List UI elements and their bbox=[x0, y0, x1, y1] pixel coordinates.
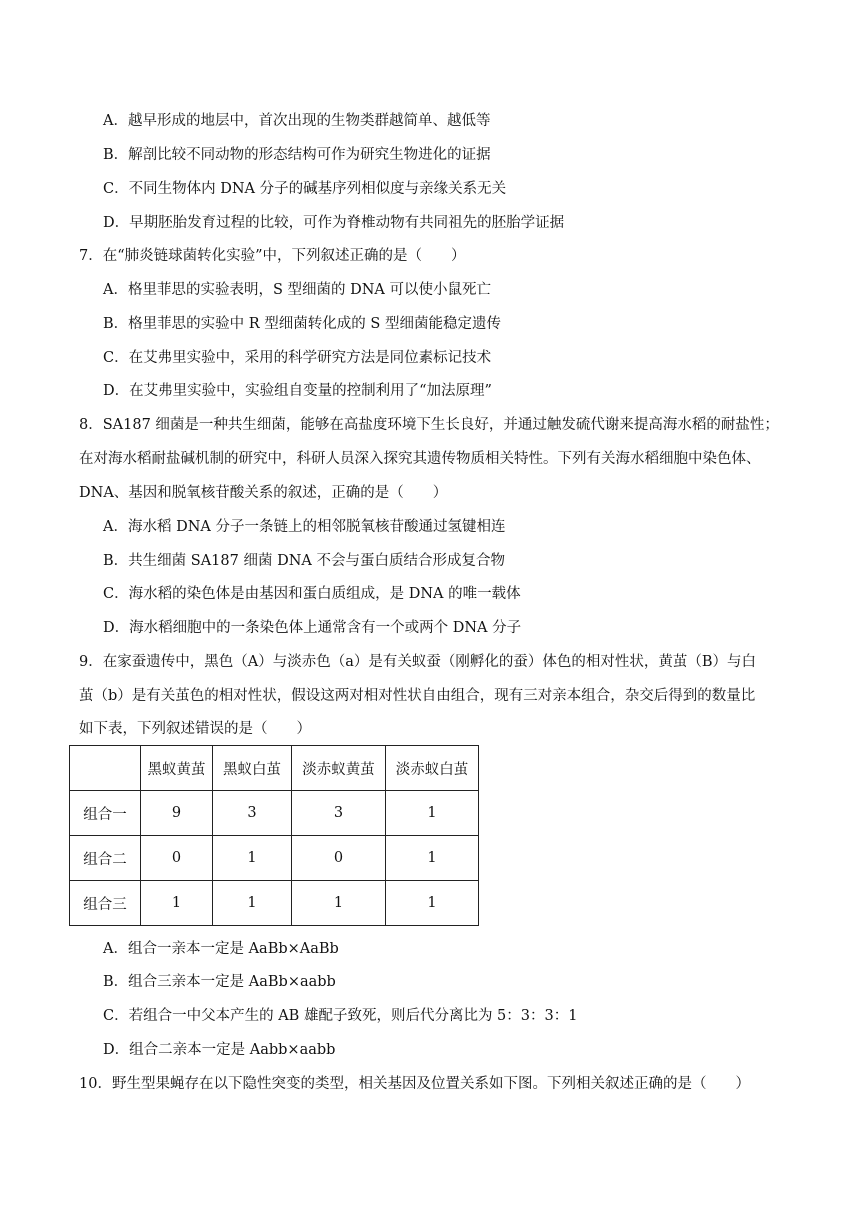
table-header-cell: 淡赤蚁黄茧 bbox=[292, 746, 386, 791]
table-cell: 1 bbox=[213, 836, 292, 881]
q8-option-b: B．共生细菌 SA187 细菌 DNA 不会与蛋白质结合形成复合物 bbox=[103, 553, 505, 569]
q6-option-d: D．早期胚胎发育过程的比较，可作为脊椎动物有共同祖先的胚胎学证据 bbox=[103, 215, 565, 231]
table-row-label: 组合三 bbox=[70, 881, 141, 926]
q6-option-c: C．不同生物体内 DNA 分子的碱基序列相似度与亲缘关系无关 bbox=[103, 181, 507, 197]
table-cell: 3 bbox=[292, 791, 386, 836]
q9-stem-line-2: 茧（b）是有关茧色的相对性状，假设这两对相对性状自由组合，现有三对亲本组合，杂交后得到的数量比 bbox=[79, 688, 756, 704]
table-header-cell: 淡赤蚁白茧 bbox=[386, 746, 479, 791]
table-cell: 1 bbox=[386, 791, 479, 836]
q7-option-a: A．格里菲思的实验表明，S 型细菌的 DNA 可以使小鼠死亡 bbox=[103, 282, 492, 298]
q8-stem-line-1: 8．SA187 细菌是一种共生细菌，能够在高盐度环境下生长良好，并通过触发硫代谢来提高海水稻的耐盐性； bbox=[79, 417, 779, 433]
q10-stem: 10．野生型果蝇存在以下隐性突变的类型，相关基因及位置关系如下图。下列相关叙述正确的是（ ） bbox=[79, 1076, 750, 1092]
q8-stem-line-2: 在对海水稻耐盐碱机制的研究中，科研人员深入探究其遗传物质相关特性。下列有关海水稻细胞中染色体、 bbox=[79, 451, 761, 467]
table-cell: 1 bbox=[386, 836, 479, 881]
q9-option-d: D．组合二亲本一定是 Aabb×aabb bbox=[103, 1042, 336, 1058]
table-cell: 0 bbox=[141, 836, 213, 881]
table-cell: 1 bbox=[213, 881, 292, 926]
q6-option-b: B．解剖比较不同动物的形态结构可作为研究生物进化的证据 bbox=[103, 147, 491, 163]
q8-option-c: C．海水稻的染色体是由基因和蛋白质组成，是 DNA 的唯一载体 bbox=[103, 586, 521, 602]
q8-option-d: D．海水稻细胞中的一条染色体上通常含有一个或两个 DNA 分子 bbox=[103, 620, 522, 636]
q9-option-b: B．组合三亲本一定是 AaBb×aabb bbox=[103, 974, 336, 990]
silkworm-cross-table bbox=[69, 745, 479, 926]
table-row bbox=[70, 881, 479, 926]
table-row bbox=[70, 791, 479, 836]
q9-stem-line-3: 如下表，下列叙述错误的是（ ） bbox=[79, 721, 311, 737]
table-header-cell bbox=[70, 746, 141, 791]
q9-stem-line-1: 9．在家蚕遗传中，黑色（A）与淡赤色（a）是有关蚁蚕（刚孵化的蚕）体色的相对性状，黄茧（B）与白 bbox=[79, 654, 756, 670]
q8-stem-line-3: DNA、基因和脱氧核苷酸关系的叙述，正确的是（ ） bbox=[79, 485, 448, 501]
q8-option-a: A．海水稻 DNA 分子一条链上的相邻脱氧核苷酸通过氢键相连 bbox=[103, 519, 506, 535]
q7-option-d: D．在艾弗里实验中，实验组自变量的控制利用了“加法原理” bbox=[103, 383, 492, 399]
table-cell: 0 bbox=[292, 836, 386, 881]
table-header-cell: 黑蚁黄茧 bbox=[141, 746, 213, 791]
table-cell: 1 bbox=[292, 881, 386, 926]
table-row bbox=[70, 836, 479, 881]
q7-stem: 7．在“肺炎链球菌转化实验”中，下列叙述正确的是（ ） bbox=[79, 248, 466, 264]
q7-option-b: B．格里菲思的实验中 R 型细菌转化成的 S 型细菌能稳定遗传 bbox=[103, 316, 501, 332]
q9-option-c: C．若组合一中父本产生的 AB 雄配子致死，则后代分离比为 5：3：3：1 bbox=[103, 1008, 578, 1024]
q9-option-a: A．组合一亲本一定是 AaBb×AaBb bbox=[103, 941, 339, 957]
table-row-label: 组合一 bbox=[70, 791, 141, 836]
table-cell: 1 bbox=[141, 881, 213, 926]
table-header-row bbox=[70, 746, 479, 791]
q7-option-c: C．在艾弗里实验中，采用的科学研究方法是同位素标记技术 bbox=[103, 350, 492, 366]
table-row-label: 组合二 bbox=[70, 836, 141, 881]
table-header-cell: 黑蚁白茧 bbox=[213, 746, 292, 791]
table-cell: 1 bbox=[386, 881, 479, 926]
table-cell: 9 bbox=[141, 791, 213, 836]
q6-option-a: A．越早形成的地层中，首次出现的生物类群越简单、越低等 bbox=[103, 113, 491, 129]
table-cell: 3 bbox=[213, 791, 292, 836]
